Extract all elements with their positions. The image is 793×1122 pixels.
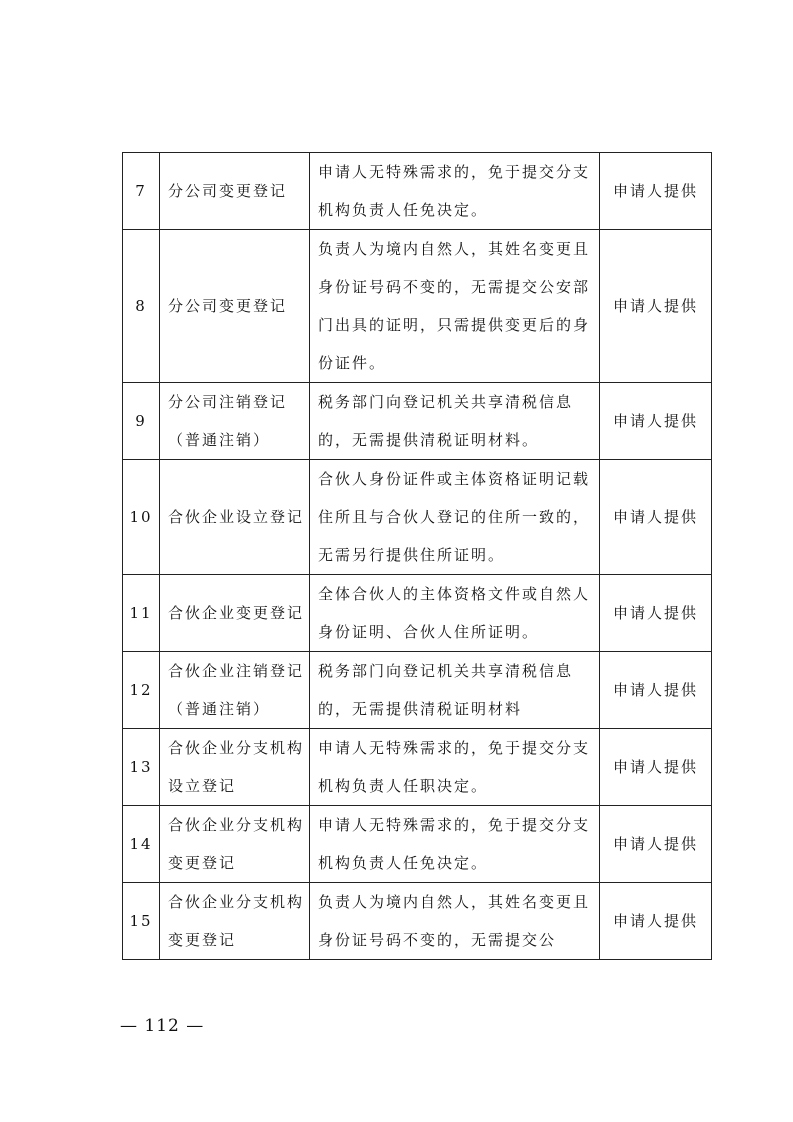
row-number: 7 [123, 153, 160, 230]
requirements-table [122, 152, 712, 960]
requirement-description: 合伙人身份证件或主体资格证明记载住所且与合伙人登记的住所一致的，无需另行提供住所证明。 [310, 460, 600, 575]
table-row [123, 883, 712, 960]
requirement-description: 税务部门向登记机关共享清税信息的，无需提供清税证明材料。 [310, 383, 600, 460]
item-name: 合伙企业分支机构设立登记 [160, 729, 310, 806]
table-row [123, 575, 712, 652]
material-source: 申请人提供 [600, 460, 712, 575]
row-number: 15 [123, 883, 160, 960]
requirement-description: 负责人为境内自然人，其姓名变更且身份证号码不变的，无需提交公安部门出具的证明，只需提供变更后的身份证件。 [310, 230, 600, 383]
row-number: 14 [123, 806, 160, 883]
requirement-description: 税务部门向登记机关共享清税信息的，无需提供清税证明材料 [310, 652, 600, 729]
table-row [123, 460, 712, 575]
page-number: — 112 — [120, 1016, 205, 1036]
item-name: 合伙企业注销登记（普通注销） [160, 652, 310, 729]
material-source: 申请人提供 [600, 383, 712, 460]
table-row [123, 806, 712, 883]
requirement-description: 申请人无特殊需求的，免于提交分支机构负责人任免决定。 [310, 806, 600, 883]
item-name: 合伙企业设立登记 [160, 460, 310, 575]
item-name: 合伙企业分支机构变更登记 [160, 883, 310, 960]
table-row [123, 729, 712, 806]
material-source: 申请人提供 [600, 575, 712, 652]
material-source: 申请人提供 [600, 153, 712, 230]
item-name: 合伙企业变更登记 [160, 575, 310, 652]
row-number: 12 [123, 652, 160, 729]
item-name: 分公司变更登记 [160, 153, 310, 230]
row-number: 13 [123, 729, 160, 806]
table-row [123, 652, 712, 729]
material-source: 申请人提供 [600, 729, 712, 806]
material-source: 申请人提供 [600, 652, 712, 729]
item-name: 分公司变更登记 [160, 230, 310, 383]
requirement-description: 申请人无特殊需求的，免于提交分支机构负责人任职决定。 [310, 729, 600, 806]
item-name: 分公司注销登记（普通注销） [160, 383, 310, 460]
material-source: 申请人提供 [600, 230, 712, 383]
requirement-description: 负责人为境内自然人，其姓名变更且身份证号码不变的，无需提交公 [310, 883, 600, 960]
row-number: 10 [123, 460, 160, 575]
material-source: 申请人提供 [600, 883, 712, 960]
item-name: 合伙企业分支机构变更登记 [160, 806, 310, 883]
table-row [123, 153, 712, 230]
requirement-description: 申请人无特殊需求的，免于提交分支机构负责人任免决定。 [310, 153, 600, 230]
requirement-description: 全体合伙人的主体资格文件或自然人身份证明、合伙人住所证明。 [310, 575, 600, 652]
table-row [123, 230, 712, 383]
row-number: 9 [123, 383, 160, 460]
row-number: 8 [123, 230, 160, 383]
row-number: 11 [123, 575, 160, 652]
table-row [123, 383, 712, 460]
material-source: 申请人提供 [600, 806, 712, 883]
